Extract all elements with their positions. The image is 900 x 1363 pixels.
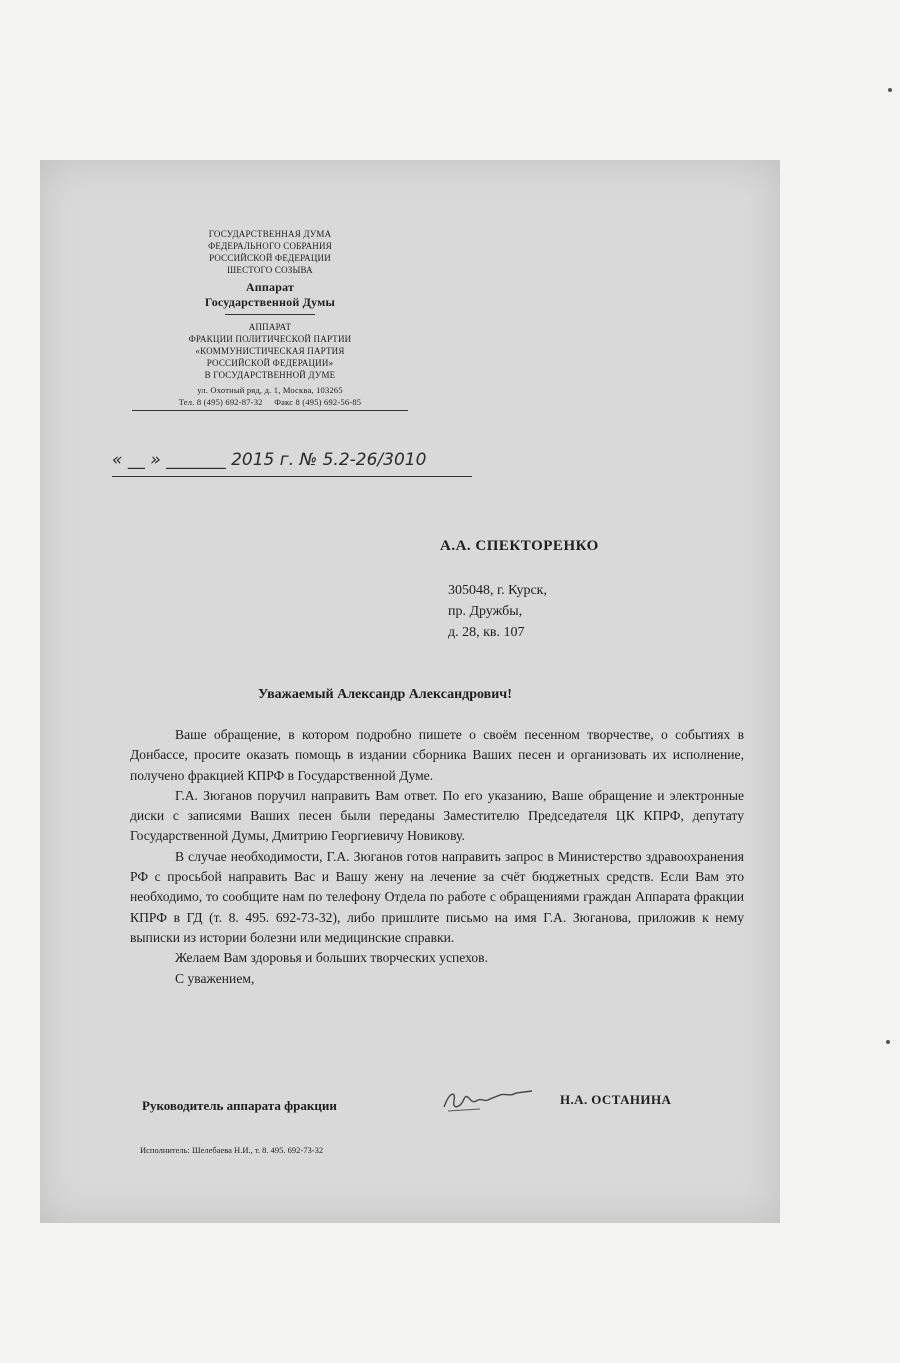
- letterhead-phone: Тел. 8 (495) 692-87-32: [178, 397, 263, 407]
- closing-wish: Желаем Вам здоровья и больших творческих успехов.: [175, 950, 488, 966]
- faction-line: АППАРАТ: [248, 322, 292, 332]
- closing-regards: С уважением,: [175, 970, 255, 986]
- recipient-address-line: пр. Дружбы,: [448, 604, 523, 619]
- letterhead-contacts: [132, 396, 408, 411]
- recipient-address-line: 305048, г. Курск,: [448, 583, 547, 598]
- letterhead-address: ул. Охотный ряд, д. 1, Москва, 103265: [197, 385, 343, 395]
- body-paragraph: Г.А. Зюганов поручил направить Вам ответ. По его указанию, Ваше обращение и электронные диски с записями Ваших песен были переданы Заместителю Председателя ЦК КПРФ, депутату Государственной Думы, Дмитрию Георгиевичу Новикову.: [130, 787, 744, 844]
- letter-body: [130, 725, 744, 989]
- faction-line: РОССИЙСКОЙ ФЕДЕРАЦИИ»: [206, 358, 334, 368]
- margin-speck: [886, 1040, 890, 1044]
- signer-name: Н.А. ОСТАНИНА: [560, 1092, 672, 1107]
- letterhead-faction: [132, 321, 408, 381]
- registration-number-label: №: [299, 450, 318, 470]
- handwritten-signature: [440, 1087, 536, 1115]
- letterhead-fax: Факс 8 (495) 692-56-85: [274, 397, 362, 407]
- registration-number: 5.2-26/3010: [322, 450, 427, 470]
- greeting: Уважаемый Александр Александрович!: [258, 687, 512, 702]
- recipient-address-line: д. 28, кв. 107: [448, 625, 525, 640]
- letterhead-divider: [225, 314, 315, 315]
- registration-date: « __ » _______ 2015 г.: [112, 450, 295, 470]
- letterhead-duma-line: РОССИЙСКОЙ ФЕДЕРАЦИИ: [209, 253, 331, 263]
- registration-line: [112, 450, 472, 477]
- faction-line: «КОММУНИСТИЧЕСКАЯ ПАРТИЯ: [195, 346, 345, 356]
- letterhead-duma-line: ФЕДЕРАЛЬНОГО СОБРАНИЯ: [208, 241, 332, 251]
- signature-title: Руководитель аппарата фракции: [142, 1098, 337, 1113]
- faction-line: ФРАКЦИИ ПОЛИТИЧЕСКОЙ ПАРТИИ: [188, 334, 352, 344]
- recipient-name: А.А. СПЕКТОРЕНКО: [440, 538, 599, 554]
- recipient-address: [448, 580, 547, 643]
- margin-speck: [888, 88, 892, 92]
- letter-sheet: [40, 160, 780, 1223]
- body-paragraph: Ваше обращение, в котором подробно пишете о своём песенном творчестве, о событиях в Донбассе, просите оказать помощь в издании сборника Ваших песен и организовать их исполнение, получено фракцией КПРФ в Государственной Думе.: [130, 727, 744, 783]
- department-line: Государственной Думы: [204, 295, 336, 309]
- letterhead-department: [132, 280, 408, 310]
- letterhead-duma-line: ШЕСТОГО СОЗЫВА: [227, 265, 313, 275]
- faction-line: В ГОСУДАРСТВЕННОЙ ДУМЕ: [204, 370, 336, 380]
- letterhead-duma-line: ГОСУДАРСТВЕННАЯ ДУМА: [208, 229, 332, 239]
- body-paragraph: В случае необходимости, Г.А. Зюганов готов направить запрос в Министерство здравоохранения РФ с просьбой направить Вас и Вашу жену на лечение за счёт бюджетных средств. Если Вам это необходимо, то сообщите нам по телефону Отдела по работе с обращениями граждан Аппарата фракции КПРФ в ГД (т. 8. 495. 692-73-32), либо пришлите письмо на имя Г.А. Зюганова, приложив к нему выписки из истории болезни или медицинские справки.: [130, 848, 744, 945]
- letterhead: [132, 228, 408, 411]
- executor-line: Исполнитель: Шелебаева Н.И., т. 8. 495. 692-73-32: [140, 1145, 324, 1155]
- department-line: Аппарат: [245, 280, 295, 294]
